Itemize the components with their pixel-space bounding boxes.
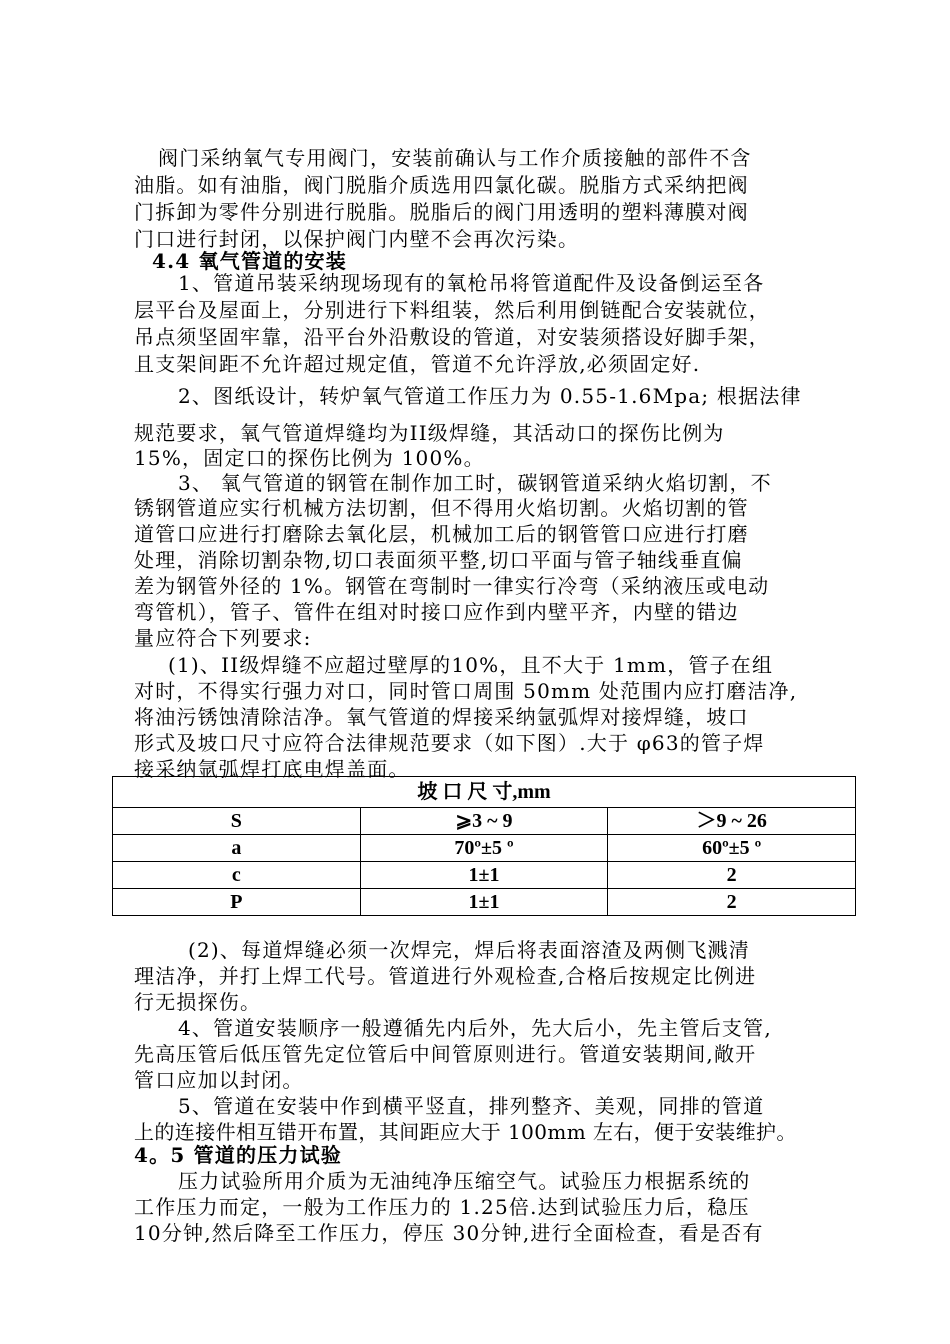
text-line: 2、图纸设计，转炉氧气管道工作压力为 0.55-1.6Mpa; 根据法律	[178, 384, 802, 408]
table-header-cell: ⩾3 ~ 9	[360, 808, 608, 835]
section-heading-4-5: 4。5 管道的压力试验	[134, 1143, 342, 1167]
table-caption: 坡 口 尺 寸,mm	[113, 777, 856, 808]
text-line: 对时，不得实行强力对口，同时管口周围 50mm 处范围内应打磨洁净,	[134, 679, 798, 703]
text-line: 锈钢管道应实行机械方法切割，但不得用火焰切割。火焰切割的管	[134, 496, 749, 520]
text-line: 弯管机），管子、管件在组对时接口应作到内壁平齐，内壁的错边	[134, 600, 739, 624]
text-line: 4、管道安装顺序一般遵循先内后外，先大后小，先主管后支管,	[178, 1016, 772, 1040]
table-cell: 2	[608, 889, 856, 916]
table-header-cell: S	[113, 808, 361, 835]
text-line: 量应符合下列要求:	[134, 626, 312, 650]
table-cell: P	[113, 889, 361, 916]
text-line: 且支架间距不允许超过规定值，管道不允许浮放,必须固定好.	[134, 352, 701, 376]
text-line: 5、管道在安装中作到横平竖直，排列整齐、美观，同排的管道	[178, 1094, 765, 1118]
text-line: (2)、每道焊缝必须一次焊完，焊后将表面溶渣及两侧飞溅清	[188, 938, 750, 962]
text-line: 形式及坡口尺寸应符合法律规范要求（如下图）.大于 φ63的管子焊	[134, 731, 765, 755]
text-line: 管口应加以封闭。	[134, 1068, 304, 1092]
table-row	[113, 862, 856, 889]
table-header-cell: ＞9 ~ 26	[608, 808, 856, 835]
text-line: 上的连接件相互错开布置，其间距应大于 100mm 左右，便于安装维护。	[134, 1120, 797, 1144]
text-line: 差为钢管外径的 1%。钢管在弯制时一律实行冷弯（采纳液压或电动	[134, 574, 770, 598]
text-line: 阀门采纳氧气专用阀门，安装前确认与工作介质接触的部件不含	[158, 146, 752, 170]
text-line: 将油污锈蚀清除洁净。氧气管道的焊接采纳氩弧焊对接焊缝，坡口	[134, 705, 749, 729]
text-line: 10分钟,然后降至工作压力，停压 30分钟,进行全面检查，看是否有	[134, 1221, 764, 1245]
table-cell: 2	[608, 862, 856, 889]
table-header-row	[113, 808, 856, 835]
table-cell: 1±1	[360, 889, 608, 916]
text-line: 压力试验所用介质为无油纯净压缩空气。试验压力根据系统的	[178, 1169, 751, 1193]
text-line: (1)、II级焊缝不应超过壁厚的10%，且不大于 1mm，管子在组	[168, 653, 774, 677]
table-caption-row	[113, 777, 856, 808]
text-line: 先高压管后低压管先定位管后中间管原则进行。管道安装期间,敞开	[134, 1042, 757, 1066]
text-line: 油脂。如有油脂，阀门脱脂介质选用四氯化碳。脱脂方式采纳把阀	[134, 173, 749, 197]
table-cell: a	[113, 835, 361, 862]
text-line: 道管口应进行打磨除去氧化层，机械加工后的钢管管口应进行打磨	[134, 522, 749, 546]
text-line: 15%，固定口的探伤比例为 100%。	[134, 446, 485, 470]
table-cell: 70º±5 º	[360, 835, 608, 862]
text-line: 3、 氧气管道的钢管在制作加工时，碳钢管道采纳火焰切割，不	[178, 471, 772, 495]
text-line: 层平台及屋面上，分别进行下料组装，然后利用倒链配合安装就位，	[134, 298, 770, 322]
bevel-dimension-table	[112, 776, 856, 916]
text-line: 接采纳氩弧焊打底电焊盖面。	[134, 757, 410, 781]
text-line: 工作压力而定，一般为工作压力的 1.25倍.达到试验压力后，稳压	[134, 1195, 750, 1219]
text-line: 门拆卸为零件分别进行脱脂。脱脂后的阀门用透明的塑料薄膜对阀	[134, 200, 749, 224]
section-heading-4-4: 4.4 氧气管道的安装	[152, 249, 347, 273]
table-cell: 1±1	[360, 862, 608, 889]
table-row	[113, 889, 856, 916]
text-line: 理洁净，并打上焊工代号。管道进行外观检查,合格后按规定比例进	[134, 964, 757, 988]
text-line: 行无损探伤。	[134, 990, 262, 1014]
text-line: 吊点须坚固牢靠，沿平台外沿敷设的管道，对安装须搭设好脚手架，	[134, 325, 770, 349]
table-cell: c	[113, 862, 361, 889]
table-row	[113, 835, 856, 862]
table-cell: 60º±5 º	[608, 835, 856, 862]
text-line: 门口进行封闭，以保护阀门内壁不会再次污染。	[134, 227, 580, 251]
text-line: 处理，消除切割杂物,切口表面须平整,切口平面与管子轴线垂直偏	[134, 548, 743, 572]
text-line: 1、管道吊装采纳现场现有的氧枪吊将管道配件及设备倒运至各	[178, 271, 765, 295]
text-line: 规范要求，氧气管道焊缝均为II级焊缝，其活动口的探伤比例为	[134, 421, 725, 445]
